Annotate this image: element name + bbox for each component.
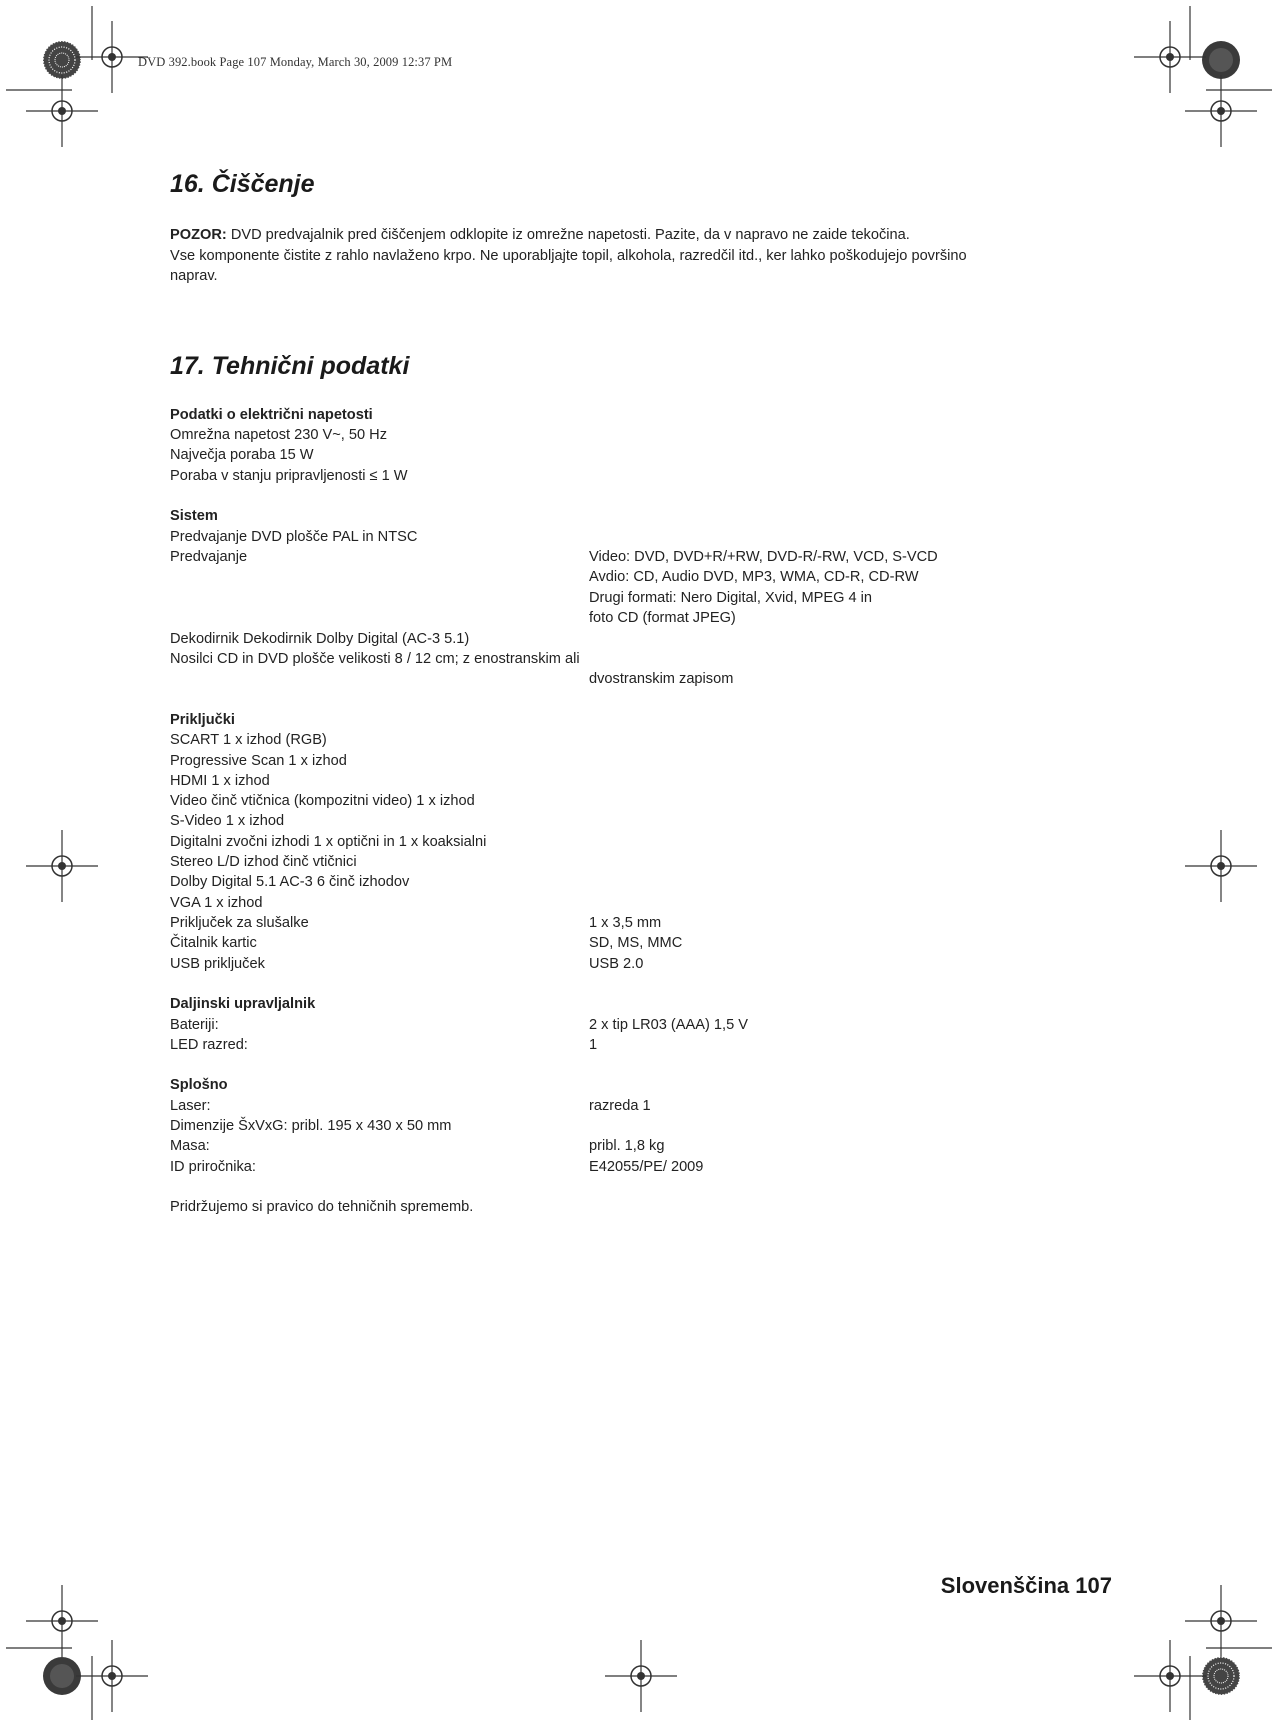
system-playback-value: Video: DVD, DVD+R/+RW, DVD-R/-RW, VCD, S-VCD xyxy=(589,549,938,565)
connection-line: Digitalni zvočni izhodi 1 x optični in 1 x koaksialni xyxy=(170,834,487,850)
print-header: DVD 392.book Page 107 Monday, March 30, 2009 12:37 PM xyxy=(138,55,453,69)
remote-value: 1 xyxy=(589,1037,598,1053)
connection-line: Progressive Scan 1 x izhod xyxy=(170,753,347,769)
connection-line: VGA 1 x izhod xyxy=(170,895,263,911)
disclaimer: Pridržujemo si pravico do tehničnih sprememb. xyxy=(170,1199,474,1215)
cleaning-text xyxy=(170,225,1120,287)
connection-value: USB 2.0 xyxy=(589,956,644,972)
power-line: Največja poraba 15 W xyxy=(170,447,314,463)
system-decoder: Dekodirnik Dekodirnik Dolby Digital (AC-3 5.1) xyxy=(170,631,470,647)
connection-label: Čitalnik kartic xyxy=(170,935,257,951)
system-heading: Sistem xyxy=(170,508,218,524)
laser-label: Laser: xyxy=(170,1098,211,1114)
connection-label: USB priključek xyxy=(170,956,265,972)
connection-value: SD, MS, MMC xyxy=(589,935,683,951)
cleaning-line-2: Vse komponente čistite z rahlo navlaženo krpo. Ne uporabljajte topil, alkohola, razredčil itd., ker lahko poškodujejo površino xyxy=(170,247,967,264)
manual-id-label: ID priročnika: xyxy=(170,1159,256,1175)
system-playback-dvd: Predvajanje DVD plošče PAL in NTSC xyxy=(170,529,418,545)
connection-line: Video činč vtičnica (kompozitni video) 1 x izhod xyxy=(170,793,475,809)
system-playback-value: Avdio: CD, Audio DVD, MP3, WMA, CD-R, CD-RW xyxy=(589,569,919,585)
laser-value: razreda 1 xyxy=(589,1098,651,1114)
cleaning-line-3: naprav. xyxy=(170,268,218,284)
power-heading: Podatki o električni napetosti xyxy=(170,407,373,423)
power-line: Poraba v stanju pripravljenosti ≤ 1 W xyxy=(170,468,408,484)
system-playback-value: Drugi formati: Nero Digital, Xvid, MPEG 4 in xyxy=(589,590,873,606)
remote-label: LED razred: xyxy=(170,1037,248,1053)
remote-heading: Daljinski upravljalnik xyxy=(170,996,316,1012)
connection-line: Dolby Digital 5.1 AC-3 6 činč izhodov xyxy=(170,874,410,890)
connection-line: SCART 1 x izhod (RGB) xyxy=(170,732,327,748)
connection-line: HDMI 1 x izhod xyxy=(170,773,270,789)
system-media-cont: dvostranskim zapisom xyxy=(589,671,734,687)
system-media: Nosilci CD in DVD plošče velikosti 8 / 12 cm; z enostranskim ali xyxy=(170,651,580,667)
remote-label: Bateriji: xyxy=(170,1017,219,1033)
connection-line: Stereo L/D izhod činč vtičnici xyxy=(170,854,357,870)
warning-label: POZOR: xyxy=(170,227,227,243)
page-footer: Slovenščina 107 xyxy=(940,1573,1112,1598)
section-title-cleaning: 16. Čiščenje xyxy=(170,170,315,198)
manual-id-value: E42055/PE/ 2009 xyxy=(589,1159,704,1175)
section-title-specs: 17. Tehnični podatki xyxy=(170,352,410,380)
system-playback-value: foto CD (format JPEG) xyxy=(589,610,736,626)
dimensions-line: Dimenzije ŠxVxG: pribl. 195 x 430 x 50 mm xyxy=(170,1118,452,1134)
connection-value: 1 x 3,5 mm xyxy=(589,915,662,931)
mass-value: pribl. 1,8 kg xyxy=(589,1138,665,1154)
connections-heading: Priključki xyxy=(170,712,235,728)
mass-label: Masa: xyxy=(170,1138,210,1154)
system-playback-label: Predvajanje xyxy=(170,549,248,565)
power-line: Omrežna napetost 230 V~, 50 Hz xyxy=(170,427,388,443)
remote-value: 2 x tip LR03 (AAA) 1,5 V xyxy=(589,1017,748,1033)
general-heading: Splošno xyxy=(170,1077,228,1093)
connection-line: S-Video 1 x izhod xyxy=(170,813,285,829)
warning-text: DVD predvajalnik pred čiščenjem odklopite iz omrežne napetosti. Pazite, da v napravo ne zaide tekočina. xyxy=(226,227,910,243)
connection-label: Priključek za slušalke xyxy=(170,915,309,931)
